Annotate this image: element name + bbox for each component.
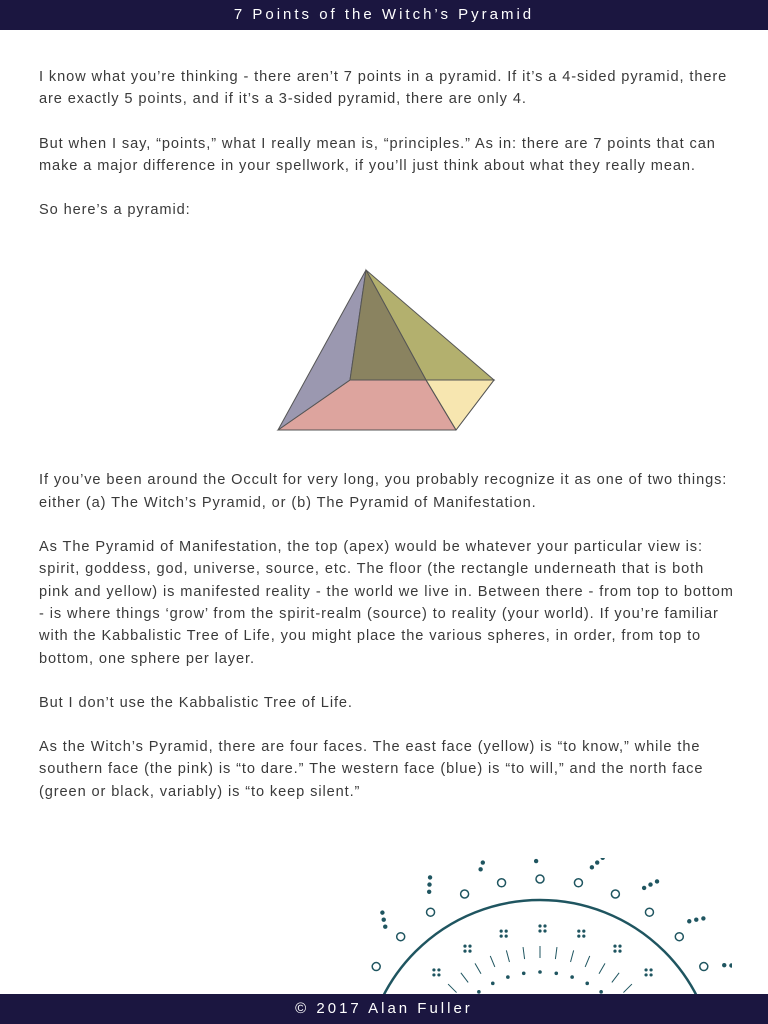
- mandala-inner-dot: [463, 949, 466, 952]
- mandala-dash: [555, 947, 557, 959]
- mandala-inner-dot: [543, 929, 546, 932]
- mandala-dash: [623, 984, 631, 992]
- mandala-inner-dot: [644, 973, 647, 976]
- mandala-inner-dot: [543, 924, 546, 927]
- mandala-inner-dot: [500, 935, 503, 938]
- mandala-dot: [595, 860, 599, 864]
- mandala-ornament: [362, 858, 732, 998]
- mandala-ring: [498, 879, 506, 887]
- mandala-inner-dot: [582, 930, 585, 933]
- paragraph-6: But I don’t use the Kabbalistic Tree of Life.: [39, 694, 353, 711]
- mandala-dash: [523, 947, 525, 959]
- mandala-dot: [382, 918, 386, 922]
- mandala-core-dot: [506, 975, 510, 979]
- mandala-inner-dot: [577, 930, 580, 933]
- mandala-dot: [687, 919, 691, 923]
- mandala-dash: [461, 973, 468, 983]
- mandala-inner-dot: [468, 944, 471, 947]
- mandala-ring: [700, 963, 708, 971]
- mandala-ring: [427, 908, 435, 916]
- footer-copyright: © 2017 Alan Fuller: [295, 1000, 473, 1017]
- mandala-inner-dot: [613, 944, 616, 947]
- mandala-inner-dot: [644, 968, 647, 971]
- mandala-ring: [574, 879, 582, 887]
- paragraph-5: As The Pyramid of Manifestation, the top (apex) would be whatever your particular view is: spirit, goddess, god, universe, source, etc. The floor (the rectangle underneath that is both pink and yellow) is manifested reality - the world we live in. Between there - from top to bottom - is where things ‘grow’ from the spirit-realm (source) to reality (your world). If you’re familiar with the Kabbalistic Tree of Life, you might place the various spheres, in order, from top to bottom, one sphere per layer.: [39, 539, 734, 667]
- mandala-inner-dot: [618, 949, 621, 952]
- mandala-inner-dot: [437, 968, 440, 971]
- mandala-core-dot: [538, 970, 542, 974]
- mandala-inner-dot: [538, 929, 541, 932]
- mandala-dot: [642, 886, 646, 890]
- mandala-inner-dot: [437, 973, 440, 976]
- mandala-dash: [599, 963, 605, 973]
- mandala-core-dot: [491, 982, 495, 986]
- page-footer: [0, 994, 768, 1024]
- mandala-dot: [478, 867, 482, 871]
- mandala-dash: [475, 963, 481, 973]
- mandala-inner-dot: [538, 924, 541, 927]
- mandala-ring: [675, 933, 683, 941]
- mandala-dot: [427, 890, 431, 894]
- mandala-dot: [694, 918, 698, 922]
- mandala-ring: [397, 933, 405, 941]
- mandala-dot: [648, 882, 652, 886]
- mandala-dot: [380, 910, 384, 914]
- mandala-dash: [506, 950, 509, 962]
- pyramid-illustration: [270, 262, 510, 440]
- mandala-inner-dot: [505, 930, 508, 933]
- mandala-dot: [600, 858, 604, 860]
- mandala-core-dot: [522, 971, 526, 975]
- mandala-inner-dot: [618, 944, 621, 947]
- mandala-dash: [571, 950, 574, 962]
- mandala-dot: [534, 859, 538, 863]
- mandala-dot: [729, 963, 732, 967]
- paragraph-3: So here’s a pyramid:: [39, 202, 191, 219]
- mandala-inner-dot: [432, 973, 435, 976]
- mandala-ring: [461, 890, 469, 898]
- article-body: [39, 66, 734, 825]
- mandala-inner-dot: [577, 935, 580, 938]
- decorative-mandala: [362, 858, 732, 998]
- paragraph-4: If you’ve been around the Occult for very long, you probably recognize it as one of two things: either (a) The Witch’s Pyramid, or (b) The Pyramid of Manifestation.: [39, 472, 728, 511]
- paragraph-1: I know what you’re thinking - there aren’t 7 points in a pyramid. If it’s a 4-sided pyramid, there are exactly 5 points, and if it’s a 3-sided pyramid, there are only 4.: [39, 69, 728, 108]
- mandala-ring: [645, 908, 653, 916]
- mandala-inner-dot: [505, 935, 508, 938]
- mandala-inner-dot: [582, 935, 585, 938]
- mandala-dot: [722, 963, 726, 967]
- paragraph-2: But when I say, “points,” what I really mean is, “principles.” As in: there are 7 points that can make a major difference in your spellwork, if you’ll just think about what they really mean.: [39, 135, 716, 174]
- mandala-inner-dot: [649, 968, 652, 971]
- mandala-ring: [611, 890, 619, 898]
- pyramid-svg: [270, 262, 510, 440]
- mandala-ring: [536, 875, 544, 883]
- mandala-core-dot: [570, 975, 574, 979]
- mandala-inner-dot: [432, 968, 435, 971]
- mandala-dot: [383, 925, 387, 929]
- header-title: 7 Points of the Witch’s Pyramid: [233, 6, 535, 23]
- page-header: [0, 0, 768, 30]
- mandala-dash: [585, 956, 590, 967]
- mandala-core-dot: [585, 982, 589, 986]
- mandala-dash: [490, 956, 495, 967]
- mandala-dash: [612, 973, 619, 983]
- mandala-dot: [428, 875, 432, 879]
- mandala-inner-dot: [500, 930, 503, 933]
- mandala-dot: [427, 882, 431, 886]
- mandala-dash: [448, 984, 456, 992]
- mandala-inner-dot: [649, 973, 652, 976]
- mandala-dot: [701, 916, 705, 920]
- mandala-dot: [590, 865, 594, 869]
- mandala-ring: [372, 963, 380, 971]
- mandala-inner-dot: [468, 949, 471, 952]
- paragraph-7: As the Witch’s Pyramid, there are four faces. The east face (yellow) is “to know,” while the southern face (the pink) is “to dare.” The western face (blue) is “to will,” and the north face (green or black, variably) is “to keep silent.”: [39, 739, 704, 800]
- mandala-dot: [655, 879, 659, 883]
- mandala-inner-dot: [463, 944, 466, 947]
- mandala-dot: [481, 860, 485, 864]
- mandala-core-dot: [554, 971, 558, 975]
- mandala-inner-dot: [613, 949, 616, 952]
